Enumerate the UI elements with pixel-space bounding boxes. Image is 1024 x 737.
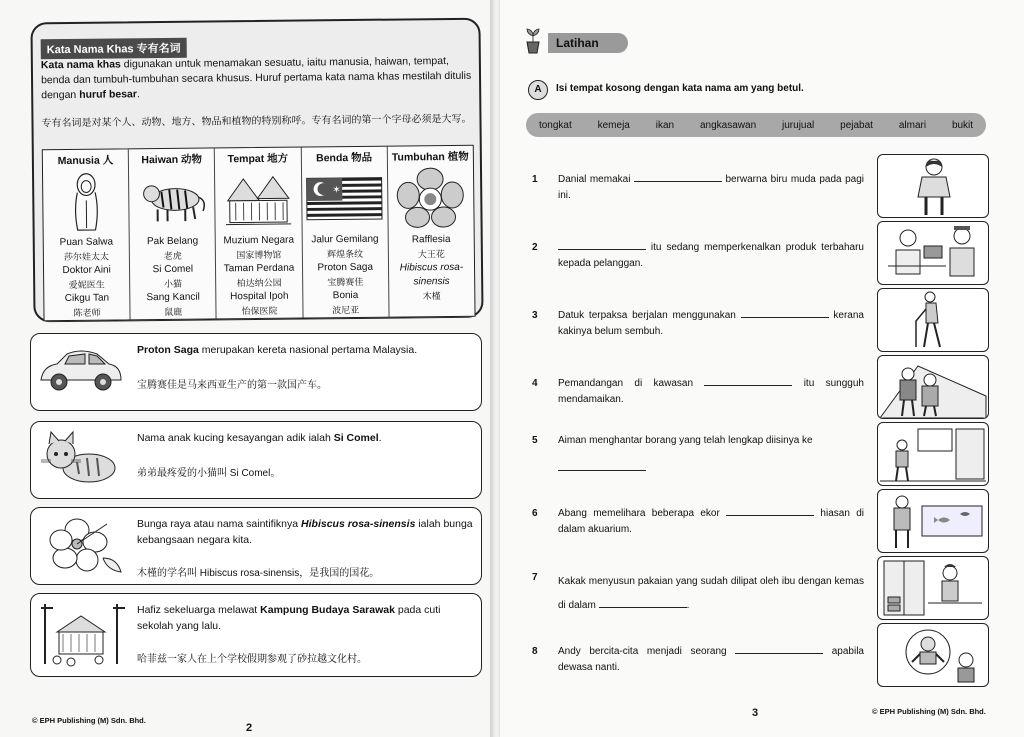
sentence-pre: Hafiz sekeluarga melawat	[137, 604, 261, 616]
example-card-hibiscus	[30, 507, 482, 585]
question-part: apabila dewasa nanti.	[558, 646, 864, 673]
item-zh: 辉煌条纹	[327, 248, 364, 260]
word-bank-item: almari	[898, 119, 927, 131]
rafflesia-illustration	[395, 167, 466, 230]
question-part: Datuk terpaksa berjalan menggunakan	[558, 310, 741, 321]
word-bank-item: jurujual	[782, 119, 815, 131]
question-text	[558, 570, 864, 618]
astronaut-illustration	[878, 624, 988, 686]
tiger-illustration	[137, 169, 208, 231]
museum-illustration	[223, 168, 294, 230]
question-8-image	[877, 623, 989, 687]
salesman-illustration	[878, 222, 988, 284]
proper-noun: Kampung Budaya Sarawak	[260, 604, 395, 616]
column-tempat	[215, 148, 303, 319]
item-ms: Jalur Gemilang	[311, 233, 379, 246]
question-part: itu sedang memperkenalkan produk terbaharu kepada pelanggan.	[558, 242, 864, 269]
example-card-village	[30, 593, 482, 677]
item-ms: Si Comel	[152, 263, 194, 276]
instruction: Isi tempat kosong dengan kata nama am yang betul.	[556, 83, 804, 94]
column-manusia	[43, 149, 131, 320]
question-7-image	[877, 556, 989, 620]
item-zh: 老虎	[163, 250, 182, 261]
item-zh: 国家博物馆	[236, 249, 282, 261]
example-translation: 弟弟最疼爱的小猫叫 Si Comel。	[137, 468, 281, 479]
question-number: 4	[532, 378, 538, 389]
example-sentence	[137, 516, 477, 548]
question-part: .	[686, 600, 690, 611]
question-text	[558, 308, 864, 340]
question-4-image	[877, 355, 989, 419]
question-number: 3	[532, 310, 538, 321]
question-4	[532, 376, 862, 410]
column-items	[311, 233, 379, 318]
question-8	[532, 644, 862, 678]
svg-text:✶: ✶	[332, 184, 341, 196]
car-illustration	[37, 340, 125, 400]
word-bank-item: bukit	[951, 119, 974, 131]
item-zh: 宝腾赛佳	[327, 276, 364, 288]
item-ms: Sang Kancil	[146, 291, 200, 304]
word-bank-item: pejabat	[840, 119, 873, 131]
answer-blank[interactable]	[558, 461, 646, 471]
question-part: Pemandangan di kawasan	[558, 378, 705, 389]
column-items	[223, 234, 294, 319]
question-number: 1	[532, 174, 538, 185]
question-2-image	[877, 221, 989, 285]
publisher-footer: © EPH Publishing (M) Sdn. Bhd.	[32, 716, 146, 725]
question-part: Abang memelihara beberapa ekor	[558, 508, 727, 519]
question-number: 5	[532, 435, 538, 446]
hibiscus-illustration	[37, 514, 125, 578]
question-number: 2	[532, 242, 538, 253]
proper-noun: Si Comel	[333, 432, 379, 444]
item-ms: Hibiscus rosa-sinensis	[399, 261, 464, 288]
example-sentence	[137, 430, 477, 446]
column-items	[60, 236, 114, 321]
box-title: Kata Nama Khas 专有名词	[41, 38, 187, 60]
question-part: itu sungguh mendamaikan.	[558, 378, 864, 405]
proper-noun: Hibiscus rosa-sinensis	[301, 518, 416, 530]
grandfather-walking-stick-illustration	[878, 289, 988, 351]
item-ms: Muzium Negara	[223, 234, 295, 247]
item-zh: 小猫	[163, 278, 183, 289]
office-illustration	[878, 423, 988, 485]
word-bank-item: angkasawan	[699, 119, 757, 131]
proper-noun: Proton Saga	[137, 344, 199, 356]
question-text	[558, 240, 864, 272]
question-3	[532, 308, 862, 342]
kata-nama-khas-box	[30, 18, 483, 323]
item-ms: Hospital Ipoh	[230, 290, 289, 303]
item-zh: 大王花	[417, 249, 445, 260]
plant-pot-icon	[522, 28, 544, 54]
column-head: Haiwan 动物	[141, 153, 203, 167]
example-translation: 宝腾赛佳是马来西亚生产的第一款国产车。	[137, 380, 327, 391]
question-text	[558, 376, 864, 408]
capital-bold: huruf besar	[79, 88, 137, 101]
question-6	[532, 506, 865, 540]
question-6-image	[877, 489, 989, 553]
item-zh: 柏达纳公园	[236, 277, 282, 289]
right-page	[500, 0, 1024, 737]
sentence-rest: .	[378, 432, 382, 444]
question-part: Aiman menghantar borang yang telah lengkap diisinya ke	[558, 435, 813, 446]
section-title: Latihan	[548, 33, 628, 53]
answer-blank[interactable]	[726, 506, 814, 516]
question-text	[558, 506, 864, 538]
column-tumbuhan	[388, 146, 475, 317]
item-zh: 波尼亚	[332, 304, 360, 316]
question-part: berwarna biru muda pada pagi ini.	[558, 174, 864, 201]
answer-blank[interactable]	[735, 644, 823, 654]
item-ms: Doktor Aini	[62, 264, 111, 277]
item-zh: 怡保医院	[241, 305, 278, 317]
question-part: Kakak menyusun pakaian yang sudah dilipat oleh ibu dengan kemas di dalam	[558, 576, 864, 611]
publisher-footer: © EPH Publishing (M) Sdn. Bhd.	[872, 707, 986, 716]
word-bank	[526, 113, 986, 137]
example-translation: 哈菲兹一家人在上个学校假期参观了砂拉越文化村。	[137, 654, 367, 665]
page-number: 3	[752, 707, 759, 719]
question-text	[558, 433, 864, 477]
question-part: kerana kakinya belum sembuh.	[558, 310, 864, 337]
answer-blank[interactable]	[634, 172, 722, 182]
example-card-car	[30, 333, 482, 411]
question-part: hiasan di dalam akuarium.	[558, 508, 865, 535]
question-1-image	[877, 154, 989, 218]
item-ms: Taman Perdana	[223, 262, 295, 275]
column-head: Manusia 人	[57, 154, 114, 168]
sentence-rest: merupakan kereta nasional pertama Malaysia.	[198, 344, 418, 356]
box-explanation	[41, 54, 473, 104]
question-text	[558, 644, 864, 676]
column-head: Benda 物品	[316, 151, 373, 165]
example-card-cat	[30, 421, 482, 499]
column-haiwan	[129, 148, 217, 319]
item-ms: Cikgu Tan	[64, 292, 110, 305]
answer-blank[interactable]	[599, 598, 687, 608]
box-explanation-zh: 专有名词是对某个人、动物、地方、物品和植物的特别称呼。专有名词的第一个字母必须是大写。	[41, 113, 472, 130]
category-table	[42, 145, 476, 322]
item-zh: 爱妮医生	[68, 279, 105, 290]
question-number: 7	[532, 572, 538, 583]
example-translation: 木槿的学名叫 Hibiscus rosa-sinensis，是我国的国花。	[137, 568, 380, 579]
answer-blank[interactable]	[704, 376, 792, 386]
question-3-image	[877, 288, 989, 352]
word-bank-item: ikan	[655, 119, 675, 131]
left-page	[0, 0, 492, 737]
column-items	[146, 235, 200, 320]
column-benda	[301, 147, 389, 318]
question-5	[532, 433, 862, 473]
question-part: Danial memakai	[558, 174, 634, 185]
sentence-pre: Bunga raya atau nama saintifiknya	[137, 518, 302, 530]
boy-shirt-illustration	[878, 155, 988, 217]
column-items	[388, 233, 474, 304]
question-2	[532, 240, 862, 274]
wardrobe-illustration	[878, 557, 988, 619]
hikers-hill-illustration	[878, 356, 988, 418]
sentence-pre: Nama anak kucing kesayangan adik ialah	[137, 432, 334, 444]
item-ms: Puan Salwa	[59, 236, 114, 249]
question-number: 6	[532, 508, 538, 519]
explanation-text: digunakan untuk menamakan sesuatu, iaitu manusia, haiwan, tempat, benda dan tumbuh-tumbuhan secara khusus. Huruf pertama kata nama khas mestilah ditulis dengan	[40, 54, 472, 102]
question-number: 8	[532, 646, 538, 657]
item-zh: 莎尔娃太太	[63, 251, 110, 263]
page-number: 2	[246, 722, 253, 734]
question-text	[558, 172, 864, 204]
cultural-village-illustration	[37, 600, 125, 670]
sentence-rest: pada cuti sekolah yang lalu.	[137, 604, 441, 632]
term-bold: Kata nama khas	[40, 58, 121, 72]
cat-illustration	[37, 428, 125, 488]
item-zh: 木槿	[422, 291, 441, 302]
item-zh: 鼠鹿	[164, 306, 183, 317]
flag-illustration	[304, 167, 385, 229]
explanation-end: .	[136, 88, 140, 101]
section-letter-badge: A	[528, 80, 548, 100]
item-zh: 陈老师	[73, 307, 101, 318]
question-5-image	[877, 422, 989, 486]
column-head: Tumbuhan 植物	[391, 150, 469, 164]
aquarium-illustration	[878, 490, 988, 552]
question-7	[532, 570, 862, 610]
question-part: Andy bercita-cita menjadi seorang	[558, 646, 736, 657]
word-bank-item: kemeja	[597, 119, 630, 131]
item-ms: Proton Saga	[317, 261, 374, 274]
item-ms: Pak Belang	[146, 235, 199, 248]
column-head: Tempat 地方	[227, 152, 289, 166]
item-ms: Rafflesia	[411, 233, 451, 246]
woman-illustration	[51, 170, 122, 232]
question-1	[532, 172, 862, 206]
example-sentence	[137, 602, 477, 634]
answer-blank[interactable]	[558, 240, 646, 250]
example-sentence	[137, 342, 477, 358]
sentence-rest: ialah bunga kebangsaan negara kita.	[137, 518, 473, 546]
answer-blank[interactable]	[741, 308, 829, 318]
word-bank-item: tongkat	[538, 119, 572, 131]
item-ms: Bonia	[332, 289, 359, 302]
